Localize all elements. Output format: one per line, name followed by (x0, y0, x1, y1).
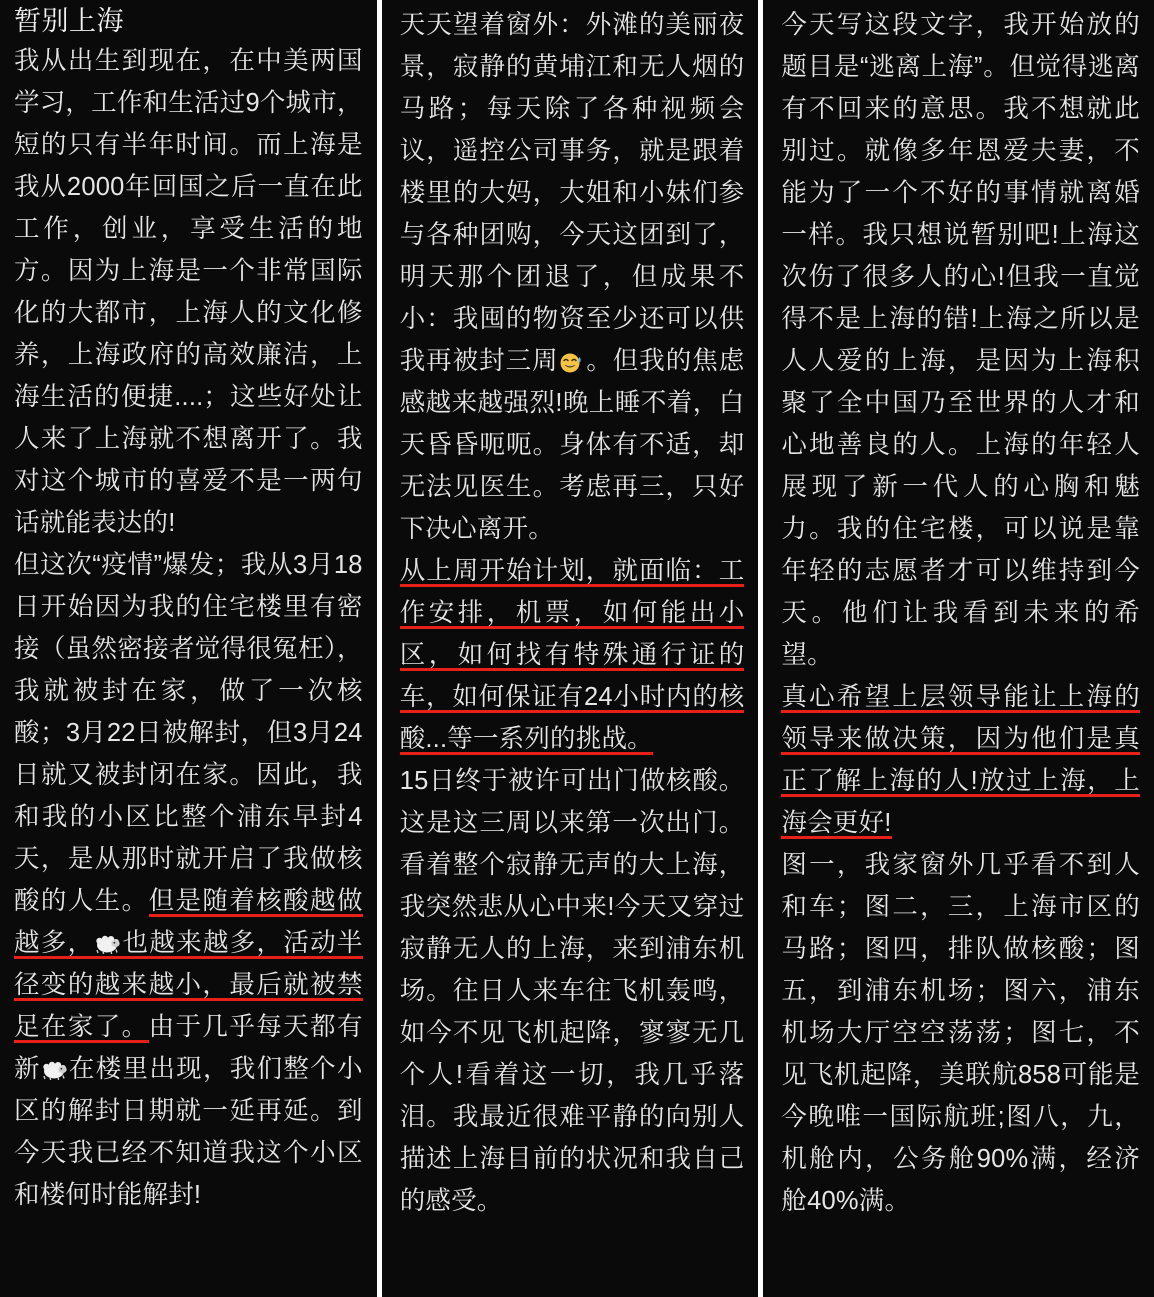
grin-sweat-emoji (559, 352, 586, 372)
column-1-body (14, 40, 363, 1216)
paragraph (400, 4, 745, 550)
text-run: 由于几乎每天都有新 (14, 1013, 363, 1083)
text-run: 天天望着窗外：外滩的美丽夜景，寂静的黄埔江和无人烟的马路；每天除了各种视频会议，遥控公司事务，就是跟着楼里的大妈，大姐和小妹们参与各种团购，今天这团到了，明天那个团退了，但成果不小：我囤的物资至少还可以供我再被封三周 (399, 11, 745, 375)
highlighted-text: 但是随着核酸越做越多， (14, 887, 363, 957)
text-run: 图一，我家窗外几乎看不到人和车；图二，三，上海市区的马路；图四，排队做核酸；图五，到浦东机场；图六，浦东机场大厅空空荡荡；图七，不见飞机起降，美联航858可能是今晚唯一国际航班;图八，九，机舱内，公务舱90%满，经济舱40%满。 (781, 851, 1140, 1215)
text-run: 今天写这段文字，我开始放的题目是“逃离上海”。但觉得逃离有不回来的意思。我不想就此别过。就像多年恩爱夫妻，不能为了一个不好的事情就离婚一样。我只想说暂别吧!上海这次伤了很多人的心!但我一直觉得不是上海的错!上海之所以是人人爱的上海，是因为上海积聚了全中国乃至世界的人才和心地善良的人。上海的年轻人展现了新一代人的心胸和魅力。我的住宅楼，可以说是靠年轻的志愿者才可以维持到今天。他们让我看到未来的希望。 (781, 11, 1140, 669)
highlighted-text: 真心希望上层领导能让上海的领导来做决策，因为他们是真正了解上海的人!放过上海，上海会更好! (781, 683, 1140, 837)
paragraph (781, 676, 1140, 844)
text-run (559, 347, 586, 375)
paragraph (14, 40, 363, 544)
paragraph (400, 550, 745, 760)
highlighted-text: 从上周开始计划，就面临：工作安排，机票，如何能出小区，如何找有特殊通行证的车，如何保证有24小时内的核酸...等一系列的挑战。 (399, 557, 745, 753)
text-run: 。但我的焦虑感越来越强烈!晚上睡不着，白天昏昏呃呃。身体有不适，却无法见医生。考虑再三，只好下决心离开。 (399, 347, 745, 543)
text-column-3 (763, 0, 1154, 1297)
text-run: 但这次“疫情”爆发；我从3月18日开始因为我的住宅楼里有密接（虽然密接者觉得很冤枉），我就被封在家，做了一次核酸；3月22日被解封，但3月24日就又被封闭在家。因此，我和我的小区比整个浦东早封4天，是从那时就开启了我做核酸的人生。 (14, 551, 363, 915)
page-title: 暂别上海 (14, 6, 124, 36)
highlighted-text (94, 929, 121, 959)
paragraph (781, 4, 1140, 676)
text-run: 15日终于被许可出门做核酸。这是这三周以来第一次出门。看着整个寂静无声的大上海，我突然悲从心中来!今天又穿过寂静无人的上海，来到浦东机场。往日人来车往飞机轰鸣，如今不见飞机起降，寥寥无几个人!看着这一切，我几乎落泪。我最近很难平静的向别人描述上海目前的状况和我自己的感受。 (399, 767, 745, 1215)
paragraph (400, 760, 745, 1222)
sheep-emoji (41, 1060, 68, 1080)
text-run (41, 1055, 68, 1083)
paragraph (14, 544, 363, 1216)
column-2-body (400, 4, 745, 1222)
sheep-emoji (94, 934, 121, 954)
highlighted-text: 也越来越多，活动半径变的越来越小，最后就被禁足在家了。 (14, 929, 363, 1041)
column-3-body (781, 4, 1140, 1222)
text-column-2 (382, 0, 759, 1297)
text-run: 在楼里出现，我们整个小区的解封日期就一延再延。到今天我已经不知道我这个小区和楼何时能解封! (14, 1055, 363, 1209)
paragraph (781, 844, 1140, 1222)
text-run: 我从出生到现在，在中美两国学习，工作和生活过9个城市，短的只有半年时间。而上海是我从2000年回国之后一直在此工作，创业，享受生活的地方。因为上海是一个非常国际化的大都市，上海人的文化修养，上海政府的高效廉洁，上海生活的便捷....；这些好处让人来了上海就不想离开了。我对这个城市的喜爱不是一两句话就能表达的! (14, 47, 363, 537)
text-column-1 (0, 0, 377, 1297)
